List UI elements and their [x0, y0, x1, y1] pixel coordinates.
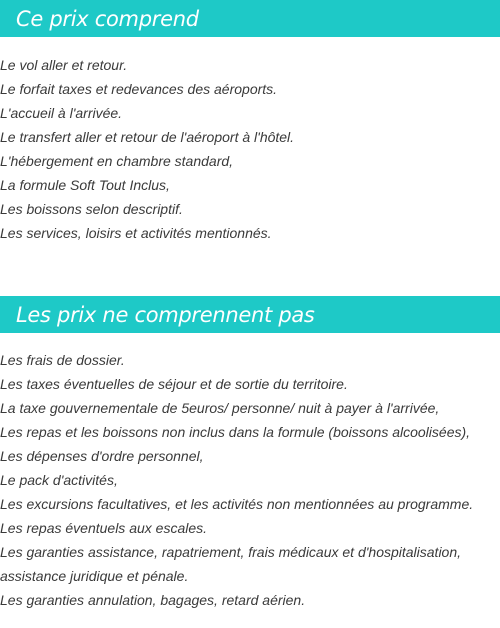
- list-item: Le transfert aller et retour de l'aéroport à l'hôtel.: [0, 129, 295, 145]
- list-item: L'hébergement en chambre standard,: [0, 153, 234, 169]
- list-item: Le pack d'activités,: [0, 472, 118, 488]
- list-item: assistance juridique et pénale.: [0, 568, 189, 584]
- list-item: Les boissons selon descriptif.: [0, 201, 183, 217]
- list-item: La taxe gouvernementale de 5euros/ personne/ nuit à payer à l'arrivée,: [0, 400, 440, 416]
- list-item: Les garanties annulation, bagages, retard aérien.: [0, 592, 306, 608]
- list-item: Les repas éventuels aux escales.: [0, 520, 208, 536]
- included-items-list: [0, 53, 500, 245]
- list-item: Le vol aller et retour.: [0, 57, 128, 73]
- list-item: Les frais de dossier.: [0, 352, 125, 368]
- excluded-section-header: [0, 296, 500, 333]
- list-item: Les taxes éventuelles de séjour et de sortie du territoire.: [0, 376, 348, 392]
- included-section-header: [0, 0, 500, 37]
- list-item: Les dépenses d'ordre personnel,: [0, 448, 204, 464]
- list-item: Les repas et les boissons non inclus dans la formule (boissons alcoolisées),: [0, 424, 471, 440]
- list-item: L'accueil à l'arrivée.: [0, 105, 123, 121]
- list-item: Les excursions facultatives, et les activités non mentionnées au programme.: [0, 496, 474, 512]
- list-item: La formule Soft Tout Inclus,: [0, 177, 170, 193]
- list-item: Les services, loisirs et activités mentionnés.: [0, 225, 272, 241]
- excluded-section-title: Les prix ne comprennent pas: [16, 302, 315, 327]
- list-item: Les garanties assistance, rapatriement, frais médicaux et d'hospitalisation,: [0, 544, 462, 560]
- excluded-items-list: [0, 348, 500, 612]
- list-item: Le forfait taxes et redevances des aéroports.: [0, 81, 278, 97]
- included-section-title: Ce prix comprend: [16, 6, 199, 31]
